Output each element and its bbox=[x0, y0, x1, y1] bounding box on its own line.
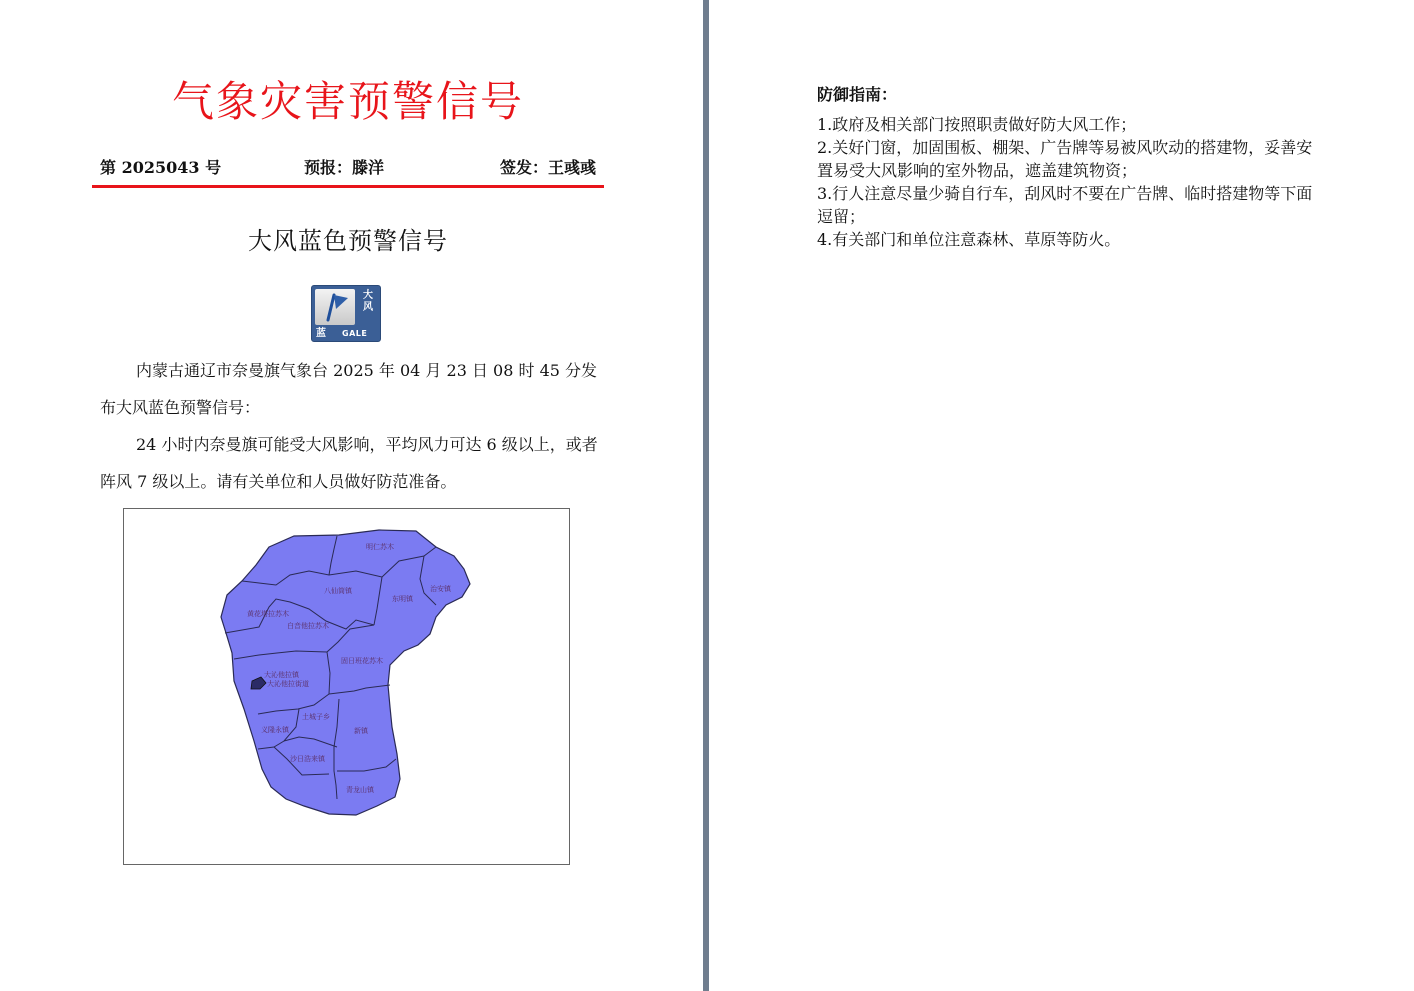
warning-area-map bbox=[123, 508, 570, 865]
issue-number: 第 2025043 号 bbox=[100, 158, 222, 177]
map-label-11: 新镇 bbox=[354, 727, 368, 735]
map-label-0: 明仁苏木 bbox=[366, 543, 394, 551]
paragraph-1-text: 内蒙古通辽市奈曼旗气象台 2025 年 04 月 23 日 08 时 45 分发布大风蓝色预警信号： bbox=[100, 361, 598, 417]
signer: 签发：王彧彧 bbox=[499, 158, 596, 177]
map-label-6: 固日班花苏木 bbox=[341, 657, 383, 665]
map-label-9: 土城子乡 bbox=[302, 713, 330, 721]
forecaster: 预报：滕洋 bbox=[304, 158, 385, 177]
signal-color-label: 蓝 bbox=[316, 328, 326, 339]
document-page-left bbox=[0, 0, 703, 991]
gale-blue-signal-icon bbox=[311, 285, 381, 342]
body-paragraph-2 bbox=[100, 426, 600, 500]
map-label-5: 白音他拉苏木 bbox=[287, 622, 329, 630]
guide-item: 2.关好门窗，加固围板、棚架、广告牌等易被风吹动的搭建物，妥善安置易受大风影响的室外物品，遮盖建筑物资； bbox=[817, 138, 1313, 180]
red-divider-line bbox=[92, 185, 604, 188]
map-label-8: 大沁他拉街道 bbox=[267, 680, 309, 688]
defense-guide-list bbox=[817, 113, 1317, 251]
body-paragraph-1 bbox=[100, 352, 600, 426]
map-label-1: 八仙筒镇 bbox=[324, 587, 352, 595]
map-label-7: 大沁他拉镇 bbox=[264, 671, 299, 679]
map-label-13: 青龙山镇 bbox=[346, 786, 374, 794]
map-label-3: 治安镇 bbox=[430, 585, 451, 593]
signal-english-label: GALE bbox=[342, 329, 368, 338]
document-meta-row bbox=[100, 156, 596, 180]
guide-item: 4.有关部门和单位注意森林、草原等防火。 bbox=[817, 230, 1121, 249]
paragraph-2-text: 24 小时内奈曼旗可能受大风影响，平均风力可达 6 级以上，或者阵风 7 级以上。请有关单位和人员做好防范准备。 bbox=[100, 435, 598, 491]
defense-guide-heading: 防御指南： bbox=[817, 85, 898, 104]
document-main-title: 气象灾害预警信号 bbox=[171, 77, 524, 126]
map-svg bbox=[124, 509, 569, 864]
map-label-12: 沙日浩来镇 bbox=[290, 755, 325, 763]
signal-title: 大风蓝色预警信号 bbox=[248, 227, 448, 255]
signal-side-text: 大风 bbox=[363, 290, 373, 313]
map-label-10: 义隆永镇 bbox=[261, 726, 289, 734]
map-label-4: 黄花塔拉苏木 bbox=[247, 610, 289, 618]
guide-item: 1.政府及相关部门按照职责做好防大风工作； bbox=[817, 115, 1137, 134]
guide-item: 3.行人注意尽量少骑自行车，刮风时不要在广告牌、临时搭建物等下面逗留； bbox=[817, 184, 1313, 226]
flag-icon bbox=[315, 289, 355, 325]
map-label-2: 东明镇 bbox=[392, 595, 413, 603]
